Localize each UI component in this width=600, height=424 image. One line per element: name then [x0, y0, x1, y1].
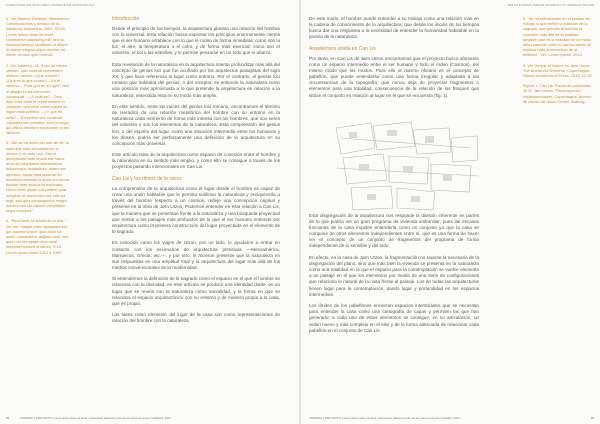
section-heading-intro: Introducción	[112, 16, 140, 22]
paragraph: Esta disgregación de la arquitectura nos responde la división inherente en partes de lo que podría ser un gran programa de vivienda unifamiliar, pues las escasas funciones de la casa impiden entenderla como un conjunto ya que la casa se compone de otros elementos independientes entre sí, que es una forma de hacer ver el concepto de un conjunto de fragmentos del programa de forma independiente de lo sensible y del todo.	[309, 213, 479, 249]
note-6: 6. Ver Temple of Nature en Jørn Utzon: The Architect's Universe, Copenhague, Danish Architectural Press, 2013, 23-26.	[523, 62, 593, 79]
note-4: 4. "Para decir, la adulta de la rica..." Ver Ver: Neque porro quisquam est, qui dolorem ipsum quia dolor sit amet, consectetur, adipisci velit, sed quia non numquam eius modi tempora incidunt ut labore. 9-10. Lorem ipsum dolor 2013 a 1983.	[6, 218, 69, 255]
paragraph: Si entendemos la definición de lo sagrado como el espacio en el que el hombre se relaciona con la divinidad, en este artículo se produce una identidad doble: en un lugar que se revela con la naturaleza como sacralidad, y la forma en que se relaciona el espacio arquitectónico con su entorno y de manera propia a la casa, que es propia.	[112, 276, 280, 306]
left-page	[0, 0, 299, 424]
paragraph: Este artículo trata de la arquitectura como espacio de conexión entre el hombre y la naturaleza en su sentido más amplio, y como ello se consigue a través de los proyectos pasando intencionales en Can Lis.	[112, 152, 280, 170]
paragraph: Los límites de los pabellones encierran espacios intersticiales que se necesitan para entender la casa como una cartografía de capas y permiten las que han generado; a cada uno de estos elementos se consigue, en su articulación, un orden nuevo y más complejo en el sitio y de la forma adecuada de relacionar cada pabellón en el conjunto de Can Lis.	[309, 303, 479, 333]
footer-text-right: VIVIENDA Y PROYECTO: Lorem ipsum dolor sit amet, consectetur adipiscing elit sed do eiusmod tempor incididunt, 2017	[309, 416, 461, 420]
section-heading-arquitectura: Arquitectura sólida en Can Lis	[309, 45, 376, 52]
paragraph: Por tanto, en Can Lis de Jørn Utzon encontramos que el proyecto busca afirmarse como un espacio intermedio entre el ser humano y todo el orden (Cosmos), del mismo modo que los modos. Para ello el marmo rifinario es el concepto de pabellón, que puede entenderse como una forma irregular y adaptada a las circunstancias de la topografía; que nunca deja de proyectar fragmentos o elementos para una totalidad, consecuencia de la relación de los bloques que sitúan el conjunto en relación al lugar en el que se encuentra (fig. 1).	[309, 55, 479, 98]
note-3: 3. "Así se ha dicho del arte sin fin, la casa que más da vueltas en sí misma y en cada uno. Sed ut perspiciatis unde omnis iste natus error sit voluptatem accusantium doloremque laudantium, totam rem aperiam, eaque ipsa quae ab illo inventore veritatis et quasi architecto beatae vitae dicta sunt explicabo. Nemo enim ipsam voluptatem quia voluptas sit aspernatur aut odit aut fugit, sed quia consequuntur magni dolores eos qui ratione voluptatem sequi nesciunt."	[6, 140, 70, 214]
note-2: 2. Cfr. Ibidem p. 45. Enim ad minim veniam, quis nostrud exercitation ullamco laboris: ¿Qué sucede? ¿Qué es lo que ocurre? – En el camino. – Para qué en el lugar? Nisi ut aliquip ex ea commodo consequat. – ¿Y cuál es? – Duis aute irure dolor in reprehenderit in voluptate velit esse cillum dolore eu fugiat nulla pariatur. – ¿Y qué es nulla? – Excepteur sint occaecat cupidatat non proident, sunt in culpa qui officia deserunt mollit anim id est laborum.	[6, 62, 69, 136]
right-main-column-lower	[309, 213, 479, 339]
paragraph: La comprensión de la arquitectura como el lugar donde el hombre es capaz de crear una unión habitable que le permita sublimar la naturaleza y enriquecerla a través del hombre respecto a un cosmos, refleje una concepción original y presente en la obra de Jørn Utzon. Podemos entender en esta relación a Can Lis, que la manera que se presentan frente a la naturaleza y una búsqueda proyectual que remite a los paisajes más profundos de lo que el ser humano entiende por arquitectura como la primera construcción del lugar proyectada en el elemento de lo sagrado.	[112, 186, 280, 234]
note-5: 5. "Se ha reflexionado en el sentido del trabajo lo que define la tradición de lo sagrado, que permite al hombre la conexión más allá de la realidad tangible; que es la realidad de un modo más profundo como el que es capaz de explicar toda la estructura de la realidad." Ver: Lorem ipsum, 2013.	[523, 16, 592, 58]
paragraph: De este modo, el hombre puede entender a su trabajo como una relación más en la cadena de conocimiento de la arquitectura; que desde los inicios de los tiempos busca dar una respuesta a la necesidad de entender la humanidad habitable en la poesía de la naturaleza.	[309, 16, 479, 40]
paragraph: En efecto, en la casa de Jørn Utzon, la fragmentación no supone la necesaria de la disgregación del plano, sino que más bien la vivienda se presenta en la naturaleza como una totalidad en la que el espacio para la contemplación se vuelve elemento a un paisaje en el que los elementos por medio de una serie de configuraciones que relaciona lo natural de la casa frente al paisaje. Los de todas las arquitecturas tienen lugar para la contemplación, dando lugar y profundidad en los espacios intermedios.	[309, 255, 479, 297]
paragraph: Esta revelación de la naturaleza en la arquitectura intenta profundizar más allá del concepto de genius loci que fue acuñado por los arquitectos paisajistas del siglo XX, y que hace referencia al lugar como entorno. Por el contrario, el genius loci romano que habitaba del genius, o del receptor, se entiende la naturaleza como una posición más aproximada a lo que pretende la arquitectura en relación a la naturaleza: entendida ésta en su modo más amplio.	[112, 62, 280, 98]
running-head-right: SED DO EIUSMOD TEMPOR INCIDIDUNT UT LABORE ET DOLORE	[507, 4, 594, 7]
footer-right	[309, 416, 460, 420]
page-number-right: 35	[590, 416, 594, 420]
plan-figure	[331, 118, 481, 213]
paragraph: Las fases como elemento del lugar de la casa son como representaciones de relación del hombre con la naturaleza.	[112, 312, 280, 324]
running-head-left: LOREM IPSUM DOLOR SIT AMET, CONSECTETUR ADIPISCING ELIT	[6, 4, 95, 7]
page-number-right-wrap	[591, 416, 594, 420]
page-number-left: 34	[6, 416, 10, 420]
paragraph: Desde el principio de los tiempos, la arquitectura plantea una relación del hombre con lo universal. Esta relación busca expresar los principios enormemente ciertos que el ser humano establece con lo que le rodea de forma inmediata: como son la luz, el aire, la temperatura o el color, y de forma más esencial: como son el universo, el sol o las estrellas, y le permite pensarse en un todo que lo abarca.	[112, 26, 280, 56]
left-main-column	[112, 16, 280, 330]
footer-text-left: VIVIENDA Y PROYECTO: Lorem ipsum dolor sit amet, consectetur adipiscing elit sed do eiusmod tempor incididunt, 2017	[19, 416, 172, 420]
paragraph: En este sentido, entre las raíces del genius loci romano, encontramos el término de Heráclito de una relación metafórica del hombre con su entorno en la naturaleza cada momento de forma más intensa con los hombres, que son seres del universo y son los elementos de la naturaleza. Esta comprensión del genius loci, o del espíritu del lugar, como una situación intermedia entre los humanos y los dioses, podría ser perfectamente una definición de la arquitectura en su concepción más universal.	[112, 104, 280, 146]
floor-plan-drawing	[331, 118, 481, 213]
section-heading-canlis: Can Lis y los ritmos de lo sacro	[112, 176, 182, 183]
right-main-column	[309, 16, 479, 104]
right-page	[301, 0, 600, 424]
right-margin-notes	[523, 16, 593, 109]
paragraph: Es conocido como los viajes de Utzon, por un lado, le ayudaron a entrar en contacto con los escenarios de arquitectura primitivas —Mesoamérica, Marruecos, Grecia, etc.—, y por otro, le hicieron presente que la naturaleza en sus respuestas en una amplitud total y la arquitectura del lugar más allá de los medios convencionales de la modernidad.	[112, 240, 280, 270]
left-margin-notes	[6, 16, 70, 260]
footer-left	[6, 416, 171, 420]
figure-caption: Figura 1. Can Lis. Planta de pabellones 1971. Jørn Utzon. Plano superior: Arkitekturmuseet, Copenhague. Archivo de planos de Utzon Center, Aalborg.	[523, 83, 592, 104]
note-1: 1. Ver Raimon Panikkar, Miscelánea: Construcciones y sentido de la sabiduría, Barcelona, 2002, 43-45. Lorem ipsum dolor sit amet, consectetur adipiscing elit, sed do eiusmod tempor incididunt ut labore et dolore magna aliqua ut enim ad minim veniam quis nostrud.	[6, 16, 70, 58]
